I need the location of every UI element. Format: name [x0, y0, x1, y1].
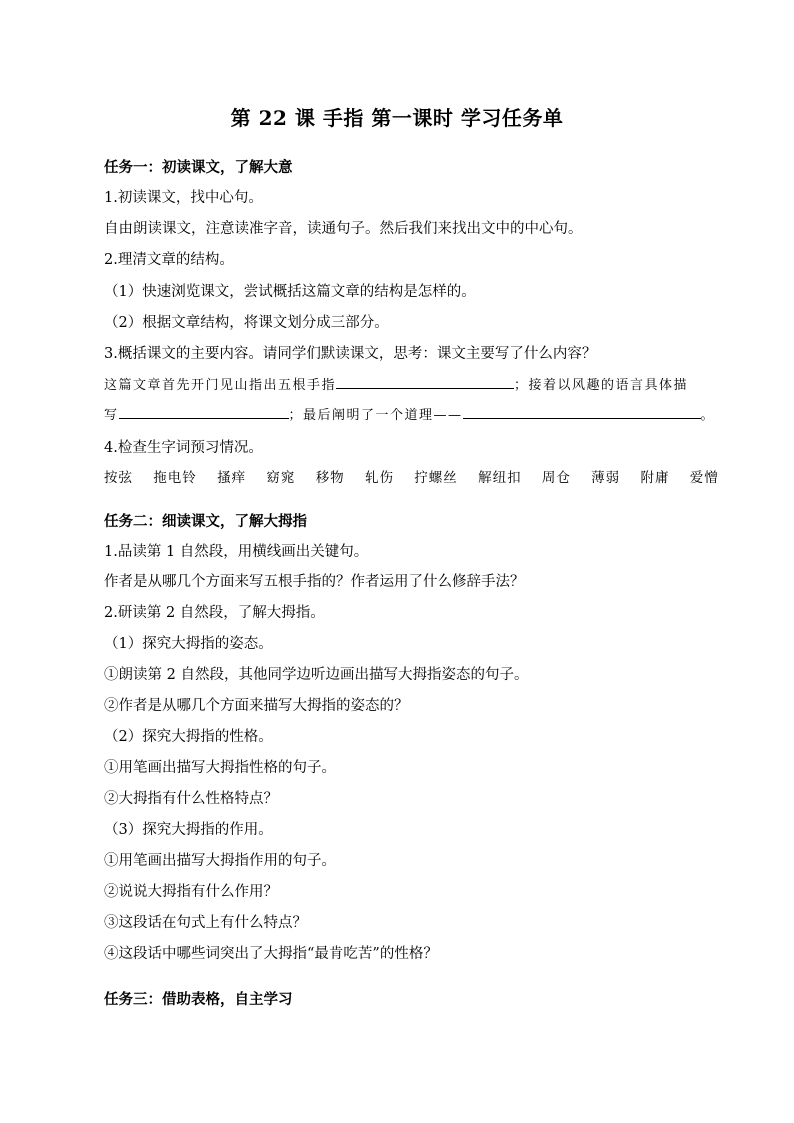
fill-text-b: ；接着以风趣的语言具体描	[514, 378, 689, 393]
vocab-word: 爱憎	[689, 470, 719, 486]
task3-heading: 任务三：借助表格，自主学习	[104, 991, 293, 1008]
task1-step4: 4.检查生字词预习情况。	[104, 440, 263, 456]
vocab-word: 窈窕	[266, 470, 296, 486]
task2-sub2-item1: ①用笔画出描写大拇指性格的句子。	[104, 760, 336, 776]
vocab-word: 拧螺丝	[414, 470, 458, 486]
task2-step1: 1.品读第 1 自然段，用横线画出关键句。	[104, 544, 369, 560]
vocab-word: 附庸	[640, 470, 670, 486]
answer-blank-1[interactable]	[336, 374, 514, 389]
answer-blank-3[interactable]	[463, 404, 701, 419]
fill-text-a: 这篇文章首先开门见山指出五根手指	[104, 378, 337, 393]
task1-step2-sub1: （1）快速浏览课文，尝试概括这篇文章的结构是怎样的。	[104, 284, 476, 300]
task2-sub1-item1: ①朗读第 2 自然段，其他同学边听边画出描写大拇指姿态的句子。	[104, 667, 529, 683]
vocab-word: 移物	[315, 470, 345, 486]
task2-sub3-item2: ②说说大拇指有什么作用？	[104, 884, 278, 900]
fill-in-line-1	[104, 374, 688, 393]
answer-blank-2[interactable]	[119, 404, 289, 419]
task2-sub1: （1）探究大拇指的姿态。	[104, 636, 273, 652]
task2-sub3-item3: ③这段话在句式上有什么特点？	[104, 915, 307, 931]
task2-step2: 2.研读第 2 自然段，了解大拇指。	[104, 605, 325, 621]
fill-text-d: ；最后阐明了一个道理——	[288, 408, 463, 423]
vocab-word: 按弦	[104, 470, 133, 486]
task1-step1: 1.初读课文，找中心句。	[104, 190, 263, 206]
task2-sub3: （3）探究大拇指的作用。	[104, 822, 273, 838]
task2-sub2-item2: ②大拇指有什么性格特点？	[104, 791, 278, 807]
task2-heading: 任务二：细读课文，了解大拇指	[104, 513, 307, 530]
task2-sub3-item1: ①用笔画出描写大拇指作用的句子。	[104, 853, 336, 869]
vocab-word: 周仓	[541, 470, 571, 486]
task1-step2-sub2: （2）根据文章结构，将课文划分成三部分。	[104, 315, 389, 331]
vocab-word: 轧伤	[364, 470, 394, 486]
task2-sub1-item2: ②作者是从哪几个方面来描写大拇指的姿态的？	[104, 698, 409, 714]
page-title: 第 22 课 手指 第一课时 学习任务单	[230, 106, 564, 130]
vocab-word: 薄弱	[591, 470, 621, 486]
task1-step3: 3.概括课文的主要内容。请同学们默读课文，思考：课文主要写了什么内容？	[104, 346, 597, 362]
task1-step1-instruction: 自由朗读课文，注意读准字音，读通句子。然后我们来找出文中的中心句。	[104, 221, 583, 237]
vocab-word: 拖电铃	[153, 470, 197, 486]
vocabulary-list	[104, 466, 735, 486]
fill-text-e: 。	[700, 408, 716, 423]
task1-step2: 2.理清文章的结构。	[104, 252, 234, 268]
fill-text-c: 写	[104, 408, 119, 423]
fill-in-line-2	[104, 404, 715, 423]
vocab-word: 搔痒	[217, 470, 247, 486]
task2-sub3-item4: ④这段话中哪些词突出了大拇指“最肯吃苦”的性格？	[104, 946, 438, 962]
task2-step1-question: 作者是从哪几个方面来写五根手指的？作者运用了什么修辞手法？	[104, 574, 525, 590]
vocab-word: 解纽扣	[478, 470, 522, 486]
task2-sub2: （2）探究大拇指的性格。	[104, 729, 273, 745]
task1-heading: 任务一：初读课文，了解大意	[104, 159, 293, 176]
